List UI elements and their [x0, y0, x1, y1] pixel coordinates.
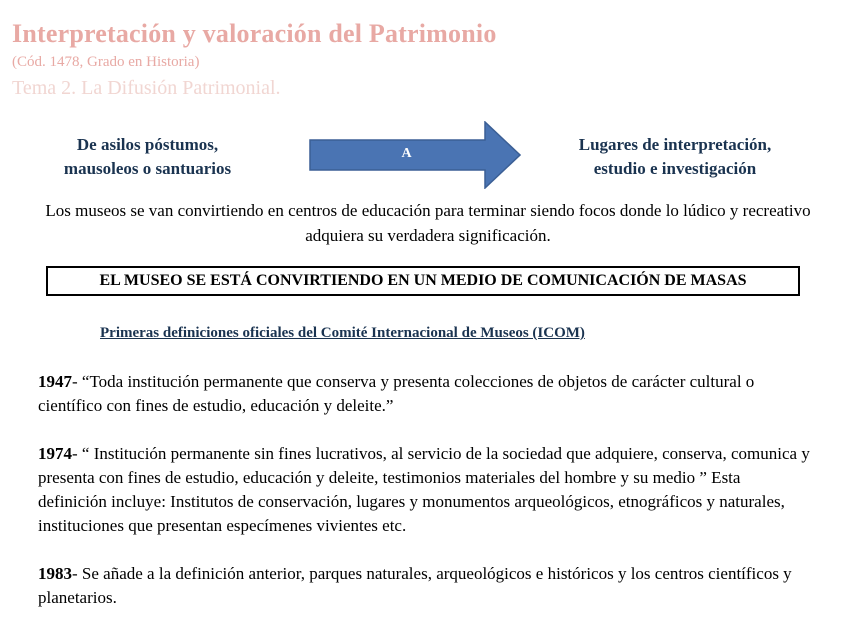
course-code: (Cód. 1478, Grado en Historia) — [12, 54, 200, 70]
arrow-label: A — [401, 146, 412, 161]
origin-label — [35, 133, 260, 181]
definition-year: 1974 — [38, 444, 72, 463]
destination-line-1: Lugares de interpretación, — [578, 135, 772, 154]
definition-year: 1983 — [38, 564, 72, 583]
definition-text: - “Toda institución permanente que conserva y presenta colecciones de objetos de carácter cultural o científico con fines de estudio, educación y deleite.” — [38, 372, 755, 415]
icom-heading: Primeras definiciones oficiales del Comité Internacional de Museos (ICOM) — [100, 325, 585, 341]
definition-text: - Se añade a la definición anterior, parques naturales, arqueológicos e históricos y los centros científicos y planetarios. — [38, 564, 792, 607]
definition-1974 — [38, 442, 813, 538]
definition-1983 — [38, 562, 813, 610]
destination-line-2: estudio e investigación — [593, 159, 757, 178]
mass-media-banner — [46, 266, 800, 296]
destination-label — [545, 133, 805, 181]
banner-text: EL MUSEO SE ESTÁ CONVIRTIENDO EN UN MEDIO DE COMUNICACIÓN DE MASAS — [99, 272, 747, 289]
origin-line-2: mausoleos o santuarios — [63, 159, 232, 178]
definition-1947 — [38, 370, 813, 418]
intro-paragraph: Los museos se van convirtiendo en centros de educación para terminar siendo focos donde lo lúdico y recreativo adquiera su verdadera significación. — [45, 201, 811, 245]
definition-year: 1947 — [38, 372, 72, 391]
course-title: Interpretación y valoración del Patrimonio — [12, 19, 497, 48]
topic-title: Tema 2. La Difusión Patrimonial. — [12, 77, 281, 99]
definition-text: - “ Institución permanente sin fines lucrativos, al servicio de la sociedad que adquiere, conserva, comunica y presenta con fines de estudio, educación y deleite, testimonios materiales del hombre y su medio ” Esta definición incluye: Institutos de conservación, lugares y monumentos arqueológicos, etnográficos y naturales, instituciones que presentan especímenes vivientes etc. — [38, 444, 810, 535]
origin-line-1: De asilos póstumos, — [76, 135, 219, 154]
